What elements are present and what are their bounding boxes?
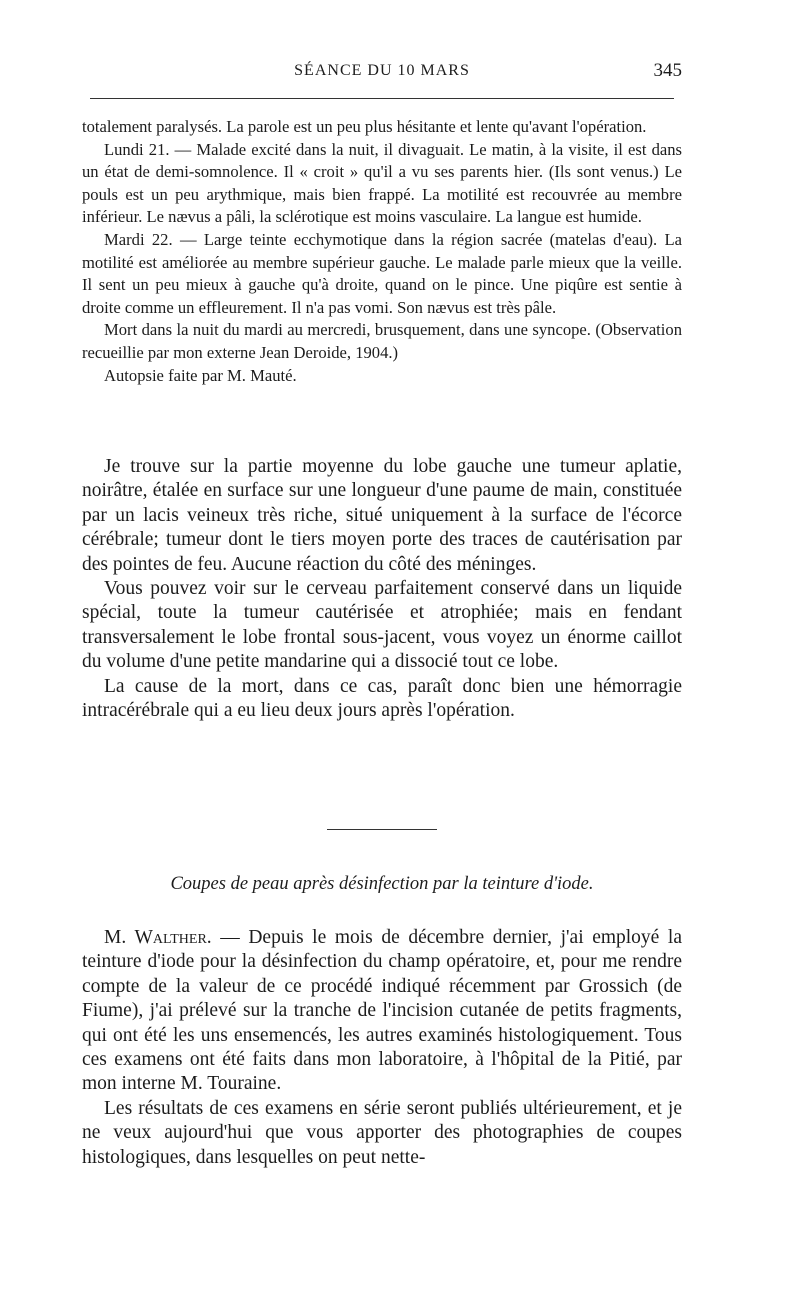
observation-line: Autopsie faite par M. Mauté. <box>104 365 297 385</box>
page-number: 345 <box>653 60 682 81</box>
section-separator <box>327 829 437 830</box>
running-header <box>82 56 682 86</box>
walther-paragraph-body: — Depuis le mois de décembre dernier, j'ai employé la teinture d'iode pour la désinfection du champ opératoire, et, pour me rendre compte de la valeur de ce procédé indiqué récemment par Grossich (de Fiume), j'ai prélevé sur la tranche de l'incision cutanée de petits fragments, qui ont été les uns ensemencés, les autres examinés histologiquement. Tous ces examens ont été faits dans mon laboratoire, à l'hôpital de la Pitié, par mon interne M. Touraine. <box>82 927 682 1095</box>
discussion-paragraph: La cause de la mort, dans ce cas, paraît donc bien une hémorragie intracérébrale qui a eu lieu deux jours après l'opération. <box>82 675 682 722</box>
discussion-text <box>82 455 682 723</box>
running-title: SÉANCE DU 10 MARS <box>294 62 470 79</box>
walther-text <box>82 926 682 1170</box>
observation-line: Mort dans la nuit du mardi au mercredi, brusquement, dans une syncope. (Observation recueillie par mon externe Jean Deroide, 1904.) <box>82 320 682 362</box>
discussion-paragraph: Je trouve sur la partie moyenne du lobe gauche une tumeur aplatie, noirâtre, étalée en surface sur une longueur d'une paume de main, constituée par un lacis veineux très riche, situé uniquement à la surface de l'écorce cérébrale; tumeur dont le tiers moyen porte des traces de cautérisation par des pointes de feu. Aucune réaction du côté des méninges. <box>82 456 682 575</box>
observation-line: Lundi 21. — Malade excité dans la nuit, il divaguait. Le matin, à la visite, il est dans un état de demi-somnolence. Il « croit » qu'il a vu ses parents hier. (Ils sont venus.) Le pouls est un peu arythmique, mais bien frappé. La motilité est recouvrée au membre inférieur. Le nævus a pâli, la sclérotique est moins vasculaire. La langue est humide. <box>82 139 682 227</box>
observation-line: totalement paralysés. La parole est un peu plus hésitante et lente qu'avant l'opération. <box>82 117 647 136</box>
walther-paragraph: Les résultats de ces examens en série seront publiés ultérieurement, et je ne veux aujourd'hui que vous apporter des photographies de coupes histologiques, dans lesquelles on peut nette- <box>82 1097 682 1168</box>
header-rule <box>90 98 674 99</box>
section-title: Coupes de peau après désinfection par la teinture d'iode. <box>170 874 594 894</box>
discussion-paragraph: Vous pouvez voir sur le cerveau parfaitement conservé dans un liquide spécial, toute la tumeur cautérisée et atrophiée; mais en fendant transversalement le lobe frontal sous-jacent, vous voyez un énorme caillot du volume d'une petite mandarine qui a dissocié tout ce lobe. <box>82 578 682 673</box>
observation-line: Mardi 22. — Large teinte ecchymotique dans la région sacrée (matelas d'eau). La motilité est améliorée au membre supérieur gauche. Le malade parle mieux que la veille. Il sent un peu mieux à gauche qu'à droite, quand on le pince. Une piqûre est sentie à droite comme un effleurement. Il n'a pas vomi. Son nævus est très pâle. <box>82 229 682 317</box>
speaker-name: M. Walther. <box>104 927 212 948</box>
book-page <box>82 0 682 1304</box>
observation-text <box>82 116 682 387</box>
walther-paragraph <box>82 926 682 1097</box>
